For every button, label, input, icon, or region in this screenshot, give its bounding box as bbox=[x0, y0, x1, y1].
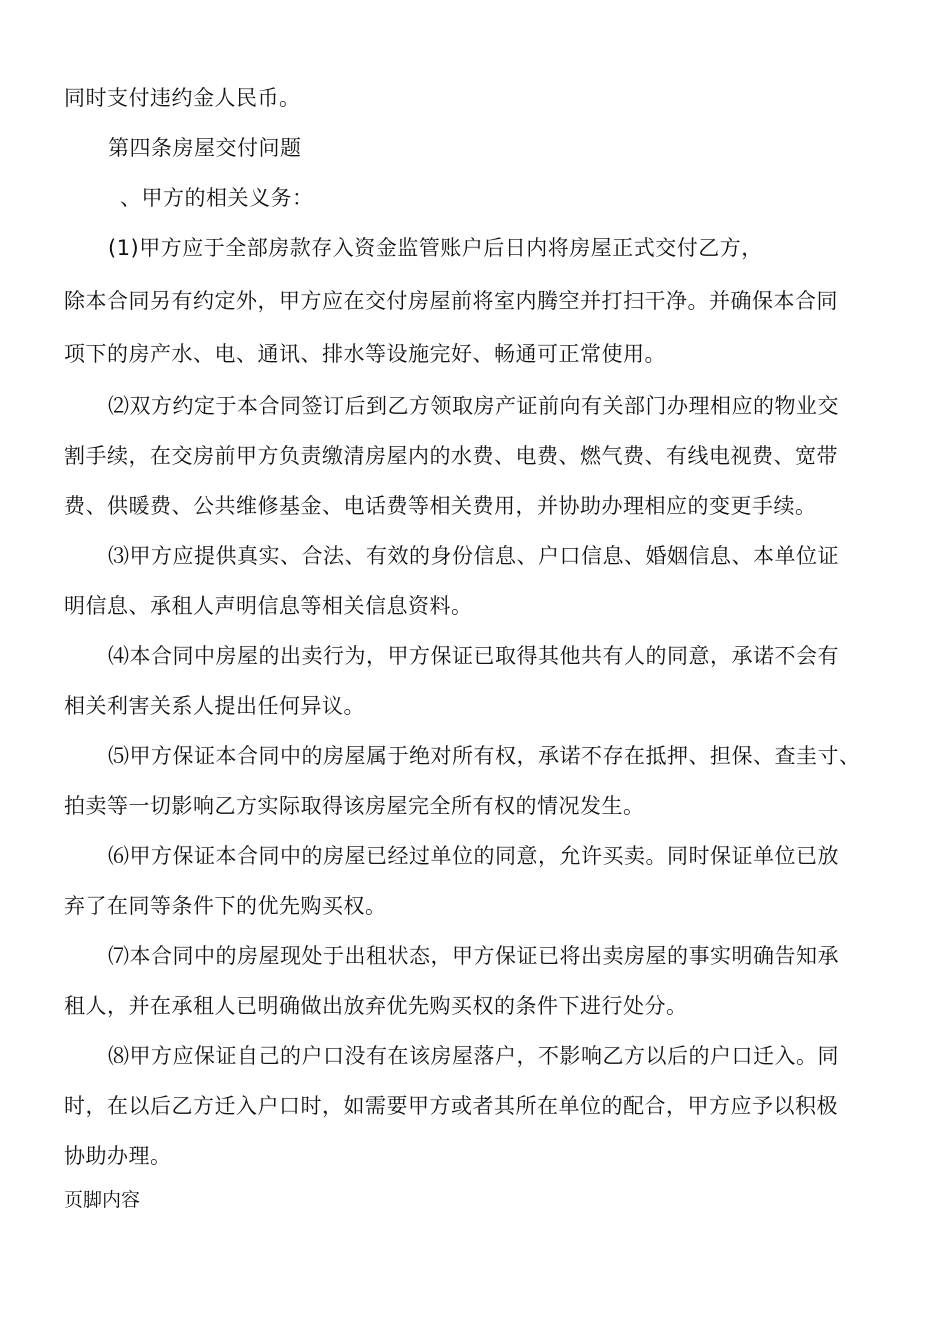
text-line: 项下的房产水、电、通讯、排水等设施完好、畅通可正常使用。 bbox=[64, 342, 666, 366]
text-line: 费、供暖费、公共维修基金、电话费等相关费用，并协助办理相应的变更手续。 bbox=[64, 494, 817, 518]
text-line: (1)甲方应于全部房款存入资金监管账户后日内将房屋正式交付乙方， bbox=[108, 236, 763, 260]
text-line: ⑹甲方保证本合同中的房屋已经过单位的同意，允许买卖。同时保证单位已放 bbox=[108, 844, 839, 868]
page-footer: 页脚内容 bbox=[64, 1189, 141, 1211]
text-line: 协助办理。 bbox=[64, 1144, 172, 1168]
text-line: 弃了在同等条件下的优先购买权。 bbox=[64, 894, 387, 918]
text-line: ⑷本合同中房屋的出卖行为，甲方保证已取得其他共有人的同意，承诺不会有 bbox=[108, 644, 839, 668]
text-line: 割手续，在交房前甲方负责缴清房屋内的水费、电费、燃气费、有线电视费、宽带 bbox=[64, 444, 838, 468]
text-line: ⑸甲方保证本合同中的房屋属于绝对所有权，承诺不存在抵押、担保、查圭寸、 bbox=[108, 744, 861, 768]
section-heading: 第四条房屋交付问题 bbox=[108, 136, 302, 160]
text-line: 租人，并在承租人已明确做出放弃优先购买权的条件下进行处分。 bbox=[64, 994, 688, 1018]
text-line: 相关利害关系人提出任何异议。 bbox=[64, 694, 365, 718]
text-line: ⑻甲方应保证自己的户口没有在该房屋落户，不影响乙方以后的户口迁入。同 bbox=[108, 1044, 839, 1068]
text-line: 明信息、承租人声明信息等相关信息资料。 bbox=[64, 594, 473, 618]
text-line: 除本合同另有约定外，甲方应在交付房屋前将室内腾空并打扫干净。并确保本合同 bbox=[64, 289, 838, 313]
text-line: 拍卖等一切影响乙方实际取得该房屋完全所有权的情况发生。 bbox=[64, 794, 645, 818]
text-line: ⑺本合同中的房屋现处于出租状态，甲方保证已将出卖房屋的事实明确告知承 bbox=[108, 944, 839, 968]
text-line: ⑵双方约定于本合同签订后到乙方领取房产证前向有关部门办理相应的物业交 bbox=[108, 394, 839, 418]
text-line: 时，在以后乙方迁入户口时，如需要甲方或者其所在单位的配合，甲方应予以积极 bbox=[64, 1094, 838, 1118]
text-line: 同时支付违约金人民币。 bbox=[64, 86, 301, 110]
subsection-heading: 、甲方的相关义务： bbox=[120, 186, 314, 210]
text-line: ⑶甲方应提供真实、合法、有效的身份信息、户口信息、婚姻信息、本单位证 bbox=[108, 544, 839, 568]
